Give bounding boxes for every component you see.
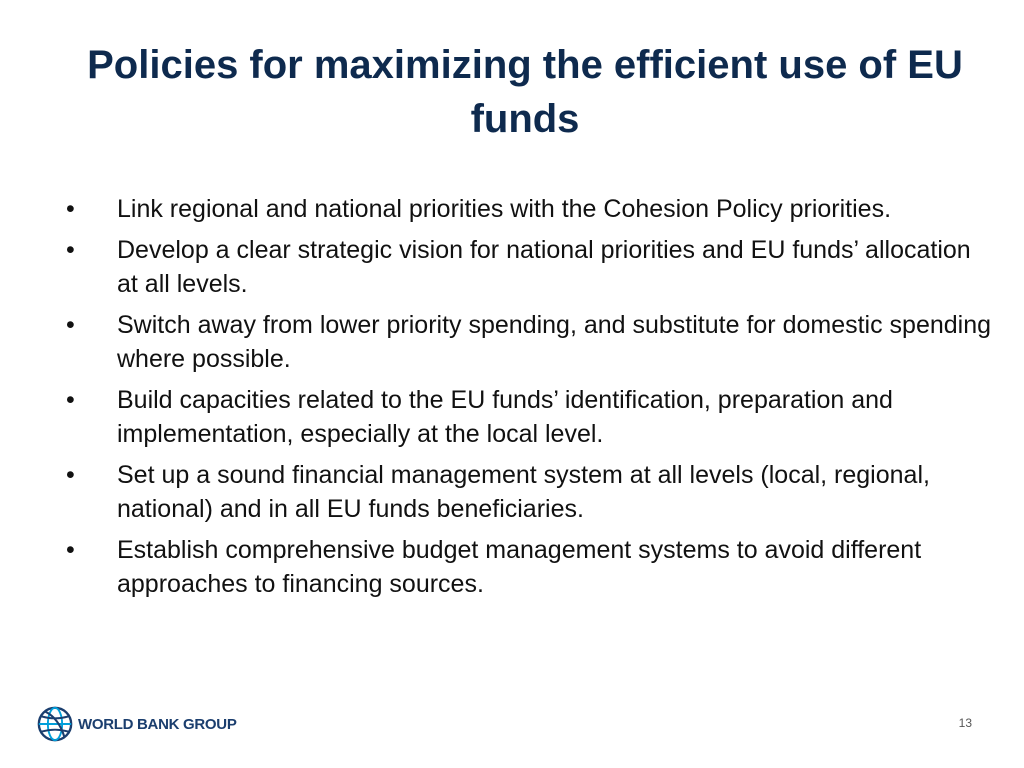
- list-item: [0, 533, 1024, 601]
- list-item-text: Build capacities related to the EU funds’ identification, preparation and implementation, especially at the local level.: [117, 386, 893, 448]
- bullet-icon: •: [66, 195, 75, 223]
- list-item-text: Set up a sound financial management system at all levels (local, regional, national) and in all EU funds beneficiaries.: [117, 461, 930, 523]
- page-number: 13: [958, 716, 972, 730]
- list-item: [0, 233, 1024, 301]
- page-title: Policies for maximizing the efficient use of EU funds: [87, 43, 963, 141]
- list-item: [0, 458, 1024, 526]
- logo-text: WORLD BANK GROUP: [78, 715, 237, 733]
- bullet-icon: •: [66, 236, 75, 264]
- world-bank-group-logo: [36, 703, 237, 745]
- globe-icon: [36, 705, 74, 743]
- bullet-icon: •: [66, 386, 75, 414]
- list-item-text: Establish comprehensive budget management systems to avoid different approaches to financing sources.: [117, 536, 922, 598]
- list-item: [0, 308, 1024, 376]
- bullet-list: [0, 192, 1024, 608]
- list-item-text: Develop a clear strategic vision for national priorities and EU funds’ allocation at all levels.: [117, 236, 971, 298]
- list-item-text: Link regional and national priorities with the Cohesion Policy priorities.: [117, 195, 892, 223]
- list-item: [0, 192, 1024, 226]
- bullet-icon: •: [66, 536, 75, 564]
- list-item-text: Switch away from lower priority spending, and substitute for domestic spending where possible.: [117, 311, 992, 373]
- bullet-icon: •: [66, 311, 75, 339]
- list-item: [0, 383, 1024, 451]
- bullet-icon: •: [66, 461, 75, 489]
